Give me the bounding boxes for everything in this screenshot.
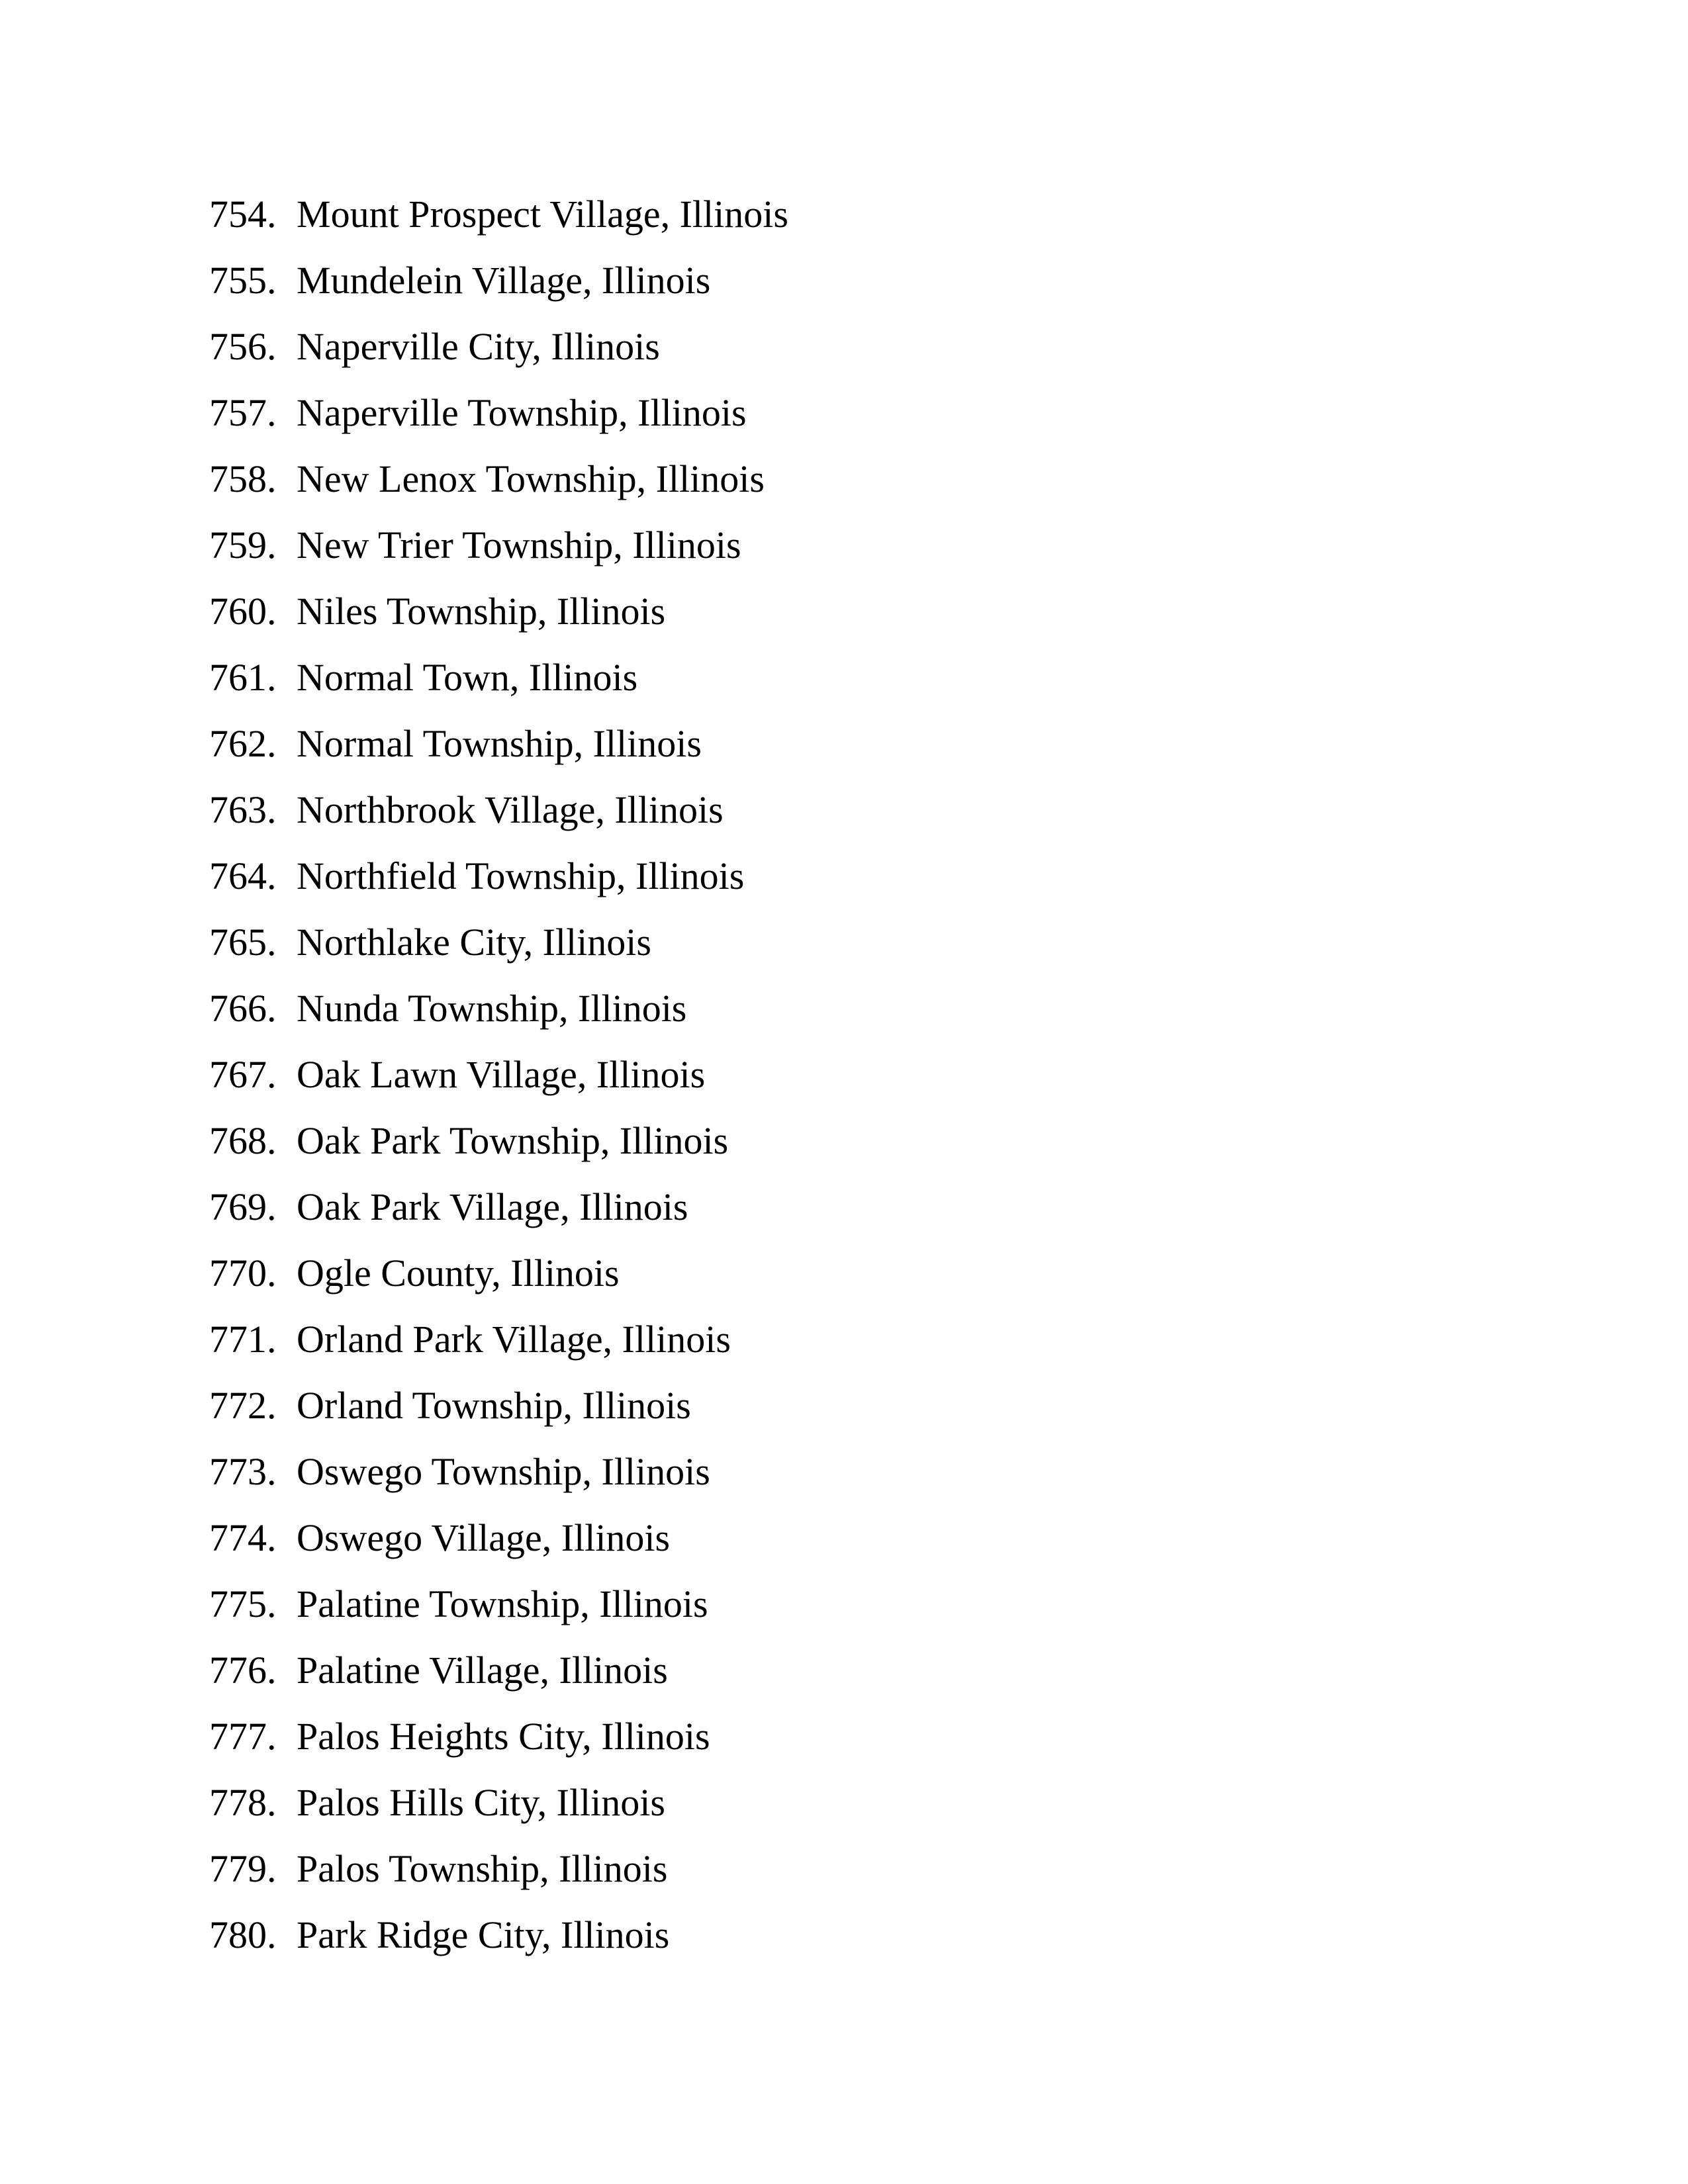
list-item-text: Oak Park Township, Illinois [297,1119,729,1162]
list-item-text: Oak Lawn Village, Illinois [297,1053,706,1096]
list-item [209,261,788,327]
list-item-number: 770. [209,1251,277,1295]
list-item [209,1584,788,1651]
list-item [209,724,788,790]
list-item [209,393,788,459]
list-item-text: Ogle County, Illinois [297,1251,620,1295]
list-item-number: 755. [209,259,277,302]
list-item-number: 765. [209,921,277,964]
list-item-text: Park Ridge City, Illinois [297,1913,670,1956]
list-item [209,1651,788,1717]
list-item-number: 762. [209,722,277,765]
list-item-text: Palatine Village, Illinois [297,1649,668,1692]
list-item-text: New Lenox Township, Illinois [297,457,765,500]
list-item-number: 763. [209,788,277,831]
list-item-number: 756. [209,325,277,368]
list-item [209,459,788,525]
list-item-number: 769. [209,1185,277,1228]
list-item [209,1187,788,1253]
numbered-list [209,195,788,1981]
list-item-number: 779. [209,1847,277,1890]
list-item [209,1386,788,1452]
list-item-number: 771. [209,1318,277,1361]
list-item-number: 773. [209,1450,277,1493]
list-item-number: 757. [209,391,277,434]
list-item [209,592,788,658]
list-item [209,1121,788,1187]
list-item-number: 759. [209,523,277,567]
list-item [209,1320,788,1386]
list-item-number: 774. [209,1516,277,1559]
list-item-text: Mundelein Village, Illinois [297,259,711,302]
list-item [209,195,788,261]
list-item-text: Oswego Village, Illinois [297,1516,671,1559]
list-item-text: Northbrook Village, Illinois [297,788,724,831]
list-item-text: Nunda Township, Illinois [297,987,687,1030]
list-item-text: Palos Township, Illinois [297,1847,668,1890]
list-item [209,1055,788,1121]
list-item-text: New Trier Township, Illinois [297,523,741,567]
list-item-text: Naperville Township, Illinois [297,391,747,434]
list-item-number: 760. [209,590,277,633]
list-item-text: Northfield Township, Illinois [297,854,745,897]
list-item-text: Palos Hills City, Illinois [297,1781,665,1824]
list-item-text: Oswego Township, Illinois [297,1450,710,1493]
list-item [209,327,788,393]
list-item-number: 764. [209,854,277,897]
list-item-number: 767. [209,1053,277,1096]
list-item [209,1717,788,1783]
list-item-text: Orland Township, Illinois [297,1384,691,1427]
list-item-number: 780. [209,1913,277,1956]
list-item [209,923,788,989]
list-item-text: Northlake City, Illinois [297,921,651,964]
list-item [209,1849,788,1915]
list-item-text: Oak Park Village, Illinois [297,1185,688,1228]
list-item [209,856,788,923]
list-item-text: Mount Prospect Village, Illinois [297,193,788,236]
list-item-text: Normal Town, Illinois [297,656,638,699]
list-item-number: 772. [209,1384,277,1427]
list-item [209,1915,788,1981]
list-item [209,525,788,592]
list-item-text: Normal Township, Illinois [297,722,702,765]
list-item-number: 758. [209,457,277,500]
list-item [209,790,788,856]
list-item-text: Orland Park Village, Illinois [297,1318,731,1361]
list-item-number: 761. [209,656,277,699]
list-item [209,1452,788,1518]
list-item [209,1783,788,1849]
list-item-text: Palatine Township, Illinois [297,1582,708,1625]
list-item [209,1518,788,1584]
list-item [209,658,788,724]
list-item [209,1253,788,1320]
list-item-number: 775. [209,1582,277,1625]
list-item-text: Niles Township, Illinois [297,590,666,633]
list-item-number: 776. [209,1649,277,1692]
list-item-number: 777. [209,1715,277,1758]
list-item-text: Palos Heights City, Illinois [297,1715,710,1758]
list-item-number: 754. [209,193,277,236]
list-item-number: 778. [209,1781,277,1824]
list-item-number: 766. [209,987,277,1030]
list-item [209,989,788,1055]
list-item-text: Naperville City, Illinois [297,325,660,368]
list-item-number: 768. [209,1119,277,1162]
